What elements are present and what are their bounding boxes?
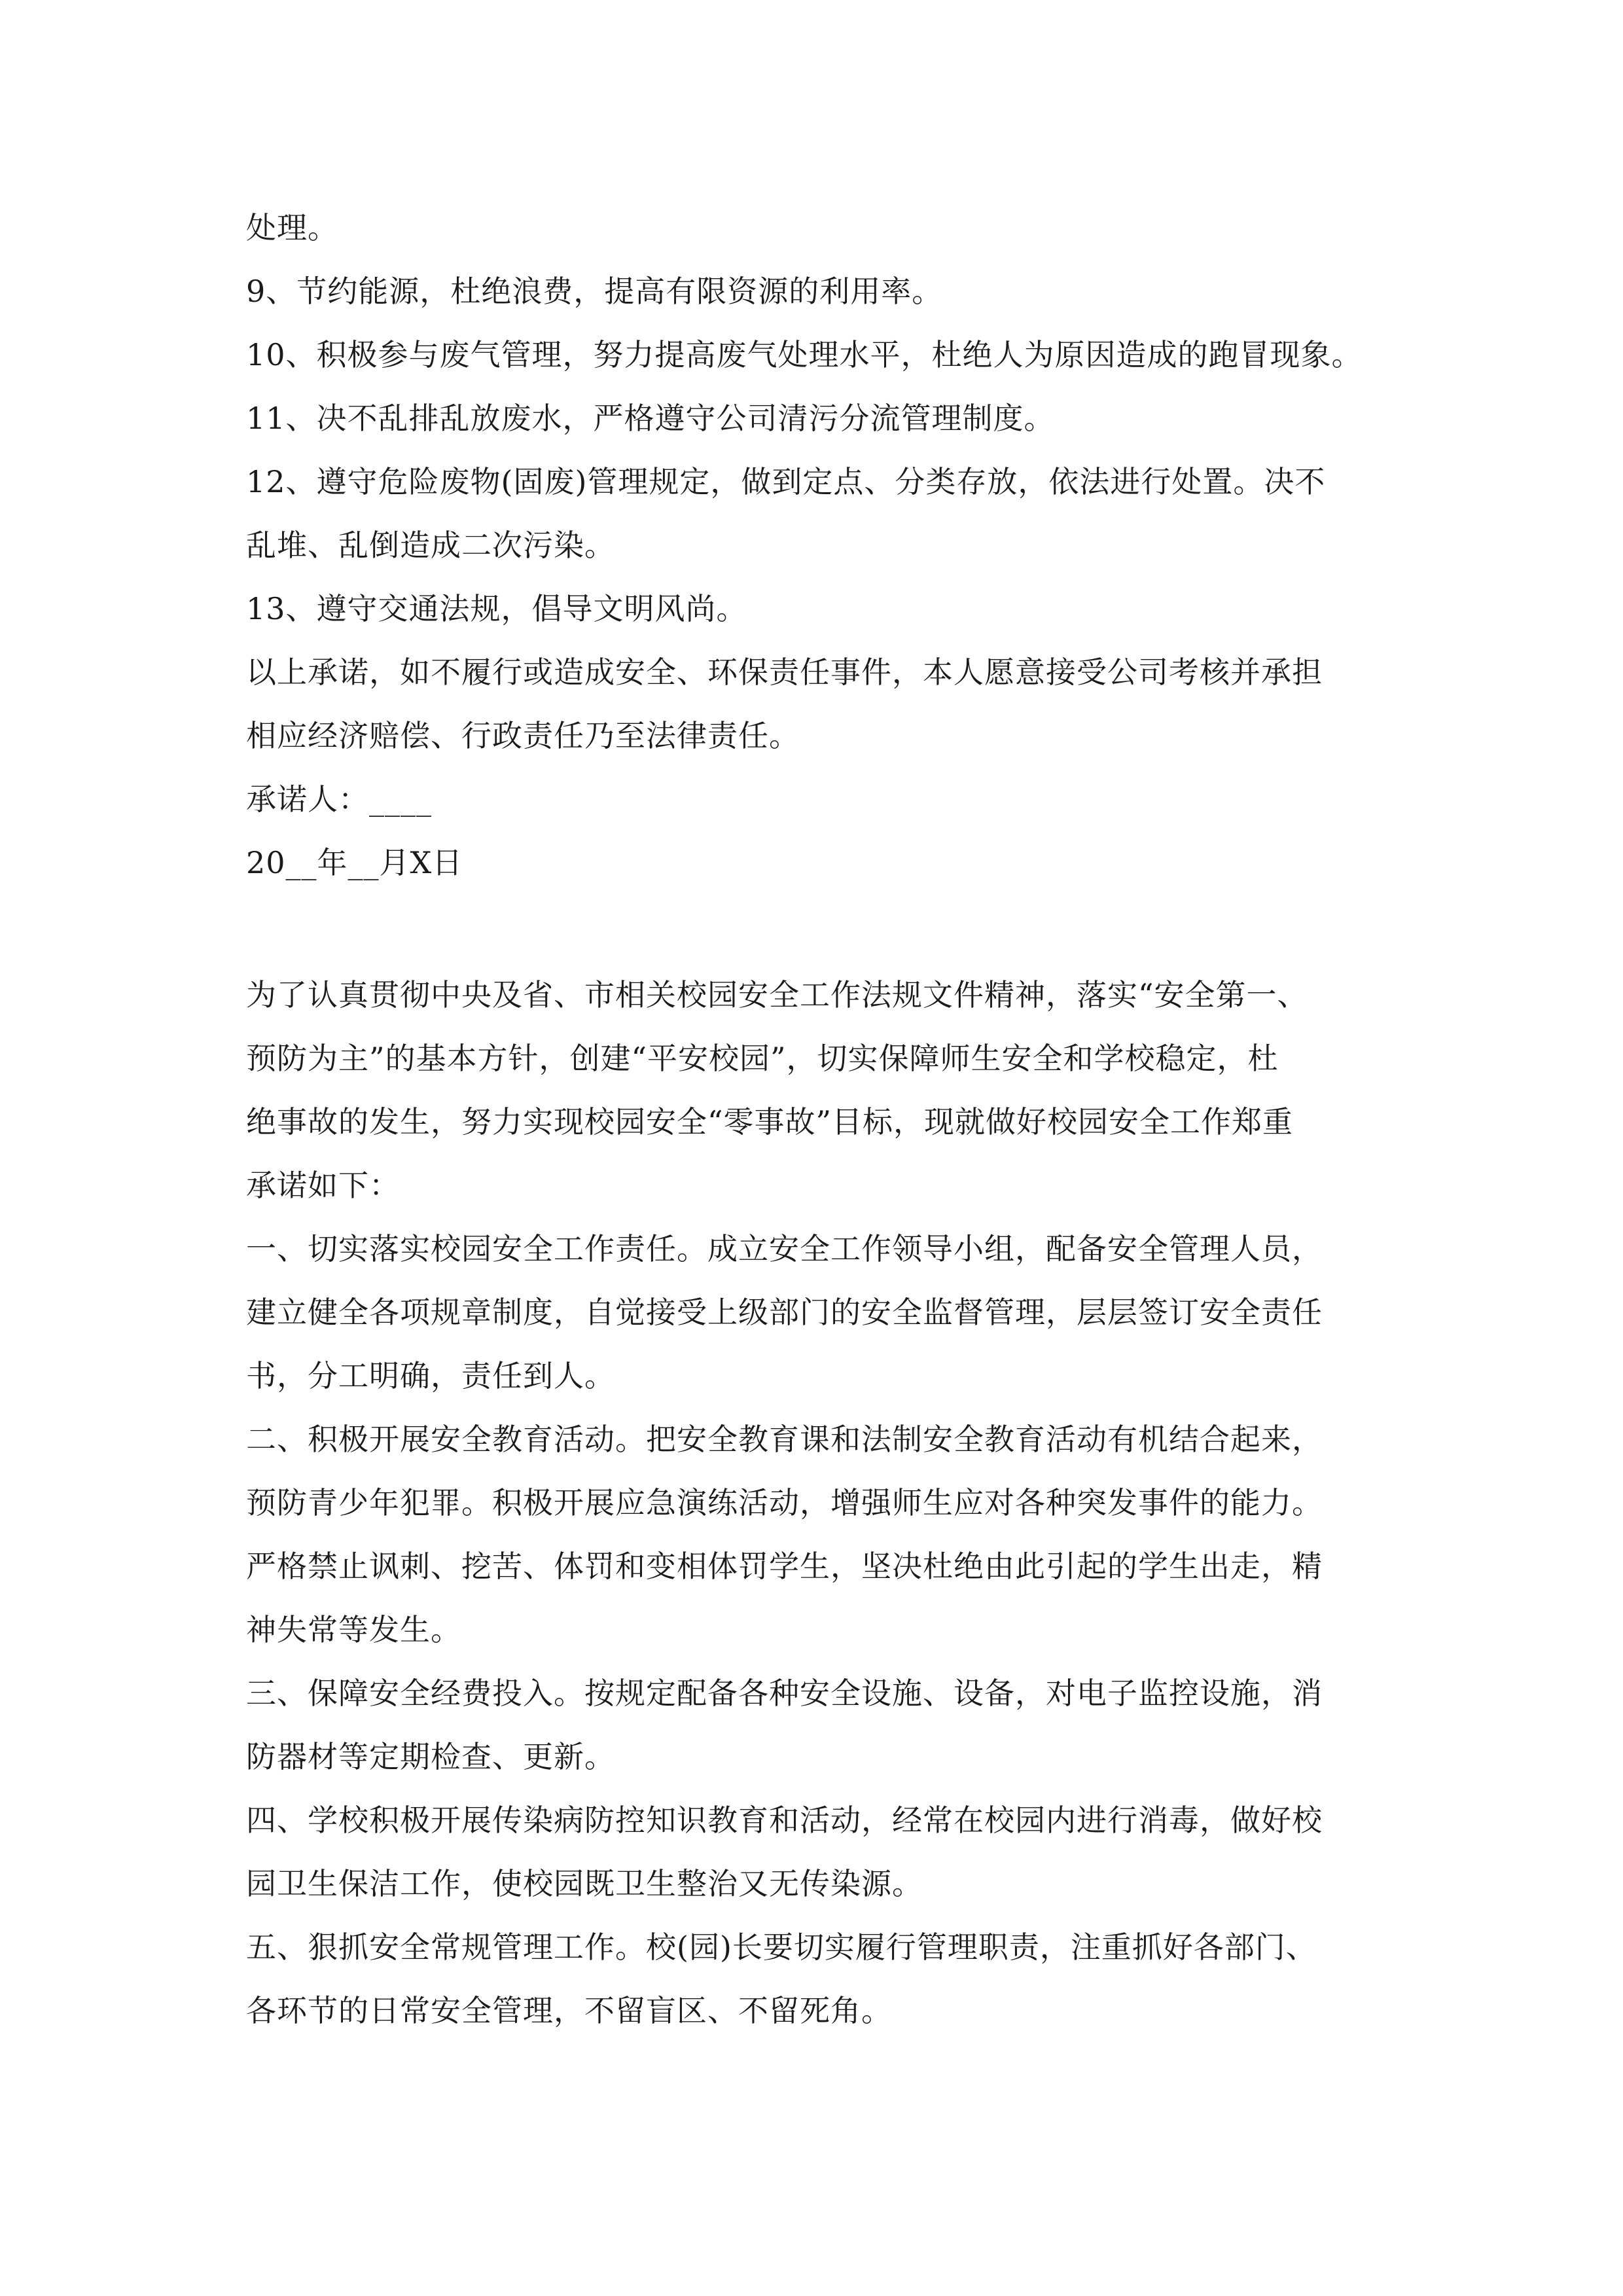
text-line: 11、决不乱排乱放废水，严格遵守公司清污分流管理制度。 [246, 401, 1055, 436]
text-line: 10、积极参与废气管理，努力提高废气处理水平，杜绝人为原因造成的跑冒现象。 [246, 337, 1363, 372]
text-line: 严格禁止讽刺、挖苦、体罚和变相体罚学生，坚决杜绝由此引起的学生出走，精 [246, 1549, 1323, 1584]
text-line: 12、遵守危险废物(固废)管理规定，做到定点、分类存放，依法进行处置。决不 [246, 464, 1326, 499]
text-line: 相应经济赔偿、行政责任乃至法律责任。 [246, 718, 800, 753]
text-line: 绝事故的发生，努力实现校园安全“零事故”目标，现就做好校园安全工作郑重 [246, 1104, 1294, 1139]
text-line: 乱堆、乱倒造成二次污染。 [246, 528, 615, 563]
text-line: 处理。 [246, 210, 338, 245]
text-line: 建立健全各项规章制度，自觉接受上级部门的安全监督管理，层层签订安全责任 [246, 1295, 1323, 1330]
text-line: 预防为主”的基本方针，创建“平安校园”，切实保障师生安全和学校稳定，杜 [246, 1041, 1279, 1076]
commitment-section-2 [246, 963, 1424, 2043]
text-line: 预防青少年犯罪。积极开展应急演练活动，增强师生应对各种突发事件的能力。 [246, 1485, 1323, 1520]
date-line: 20__年__月X日 [246, 845, 463, 880]
text-line: 一、切实落实校园安全工作责任。成立安全工作领导小组，配备安全管理人员， [246, 1231, 1323, 1266]
text-line: 五、狠抓安全常规管理工作。校(园)长要切实履行管理职责，注重抓好各部门、 [246, 1929, 1317, 1965]
text-line: 三、保障安全经费投入。按规定配备各种安全设施、设备，对电子监控设施，消 [246, 1676, 1323, 1711]
text-line: 二、积极开展安全教育活动。把安全教育课和法制安全教育活动有机结合起来， [246, 1422, 1323, 1457]
text-line: 各环节的日常安全管理，不留盲区、不留死角。 [246, 1993, 892, 2028]
text-line: 防器材等定期检查、更新。 [246, 1739, 615, 1774]
text-line: 以上承诺，如不履行或造成安全、环保责任事件，本人愿意接受公司考核并承担 [246, 655, 1323, 690]
text-line: 四、学校积极开展传染病防控知识教育和活动，经常在校园内进行消毒，做好校 [246, 1803, 1323, 1838]
text-line: 承诺如下： [246, 1168, 400, 1203]
text-line: 13、遵守交通法规，倡导文明风尚。 [246, 591, 747, 626]
text-line: 神失常等发生。 [246, 1612, 461, 1647]
text-line: 9、节约能源，杜绝浪费，提高有限资源的利用率。 [246, 274, 943, 309]
commitment-section-1 [246, 196, 1424, 895]
signatory-line: 承诺人：____ [246, 781, 432, 817]
text-line: 园卫生保洁工作，使校园既卫生整治又无传染源。 [246, 1866, 923, 1901]
text-line: 为了认真贯彻中央及省、市相关校园安全工作法规文件精神，落实“安全第一、 [246, 977, 1308, 1013]
text-line: 书，分工明确，责任到人。 [246, 1358, 615, 1393]
